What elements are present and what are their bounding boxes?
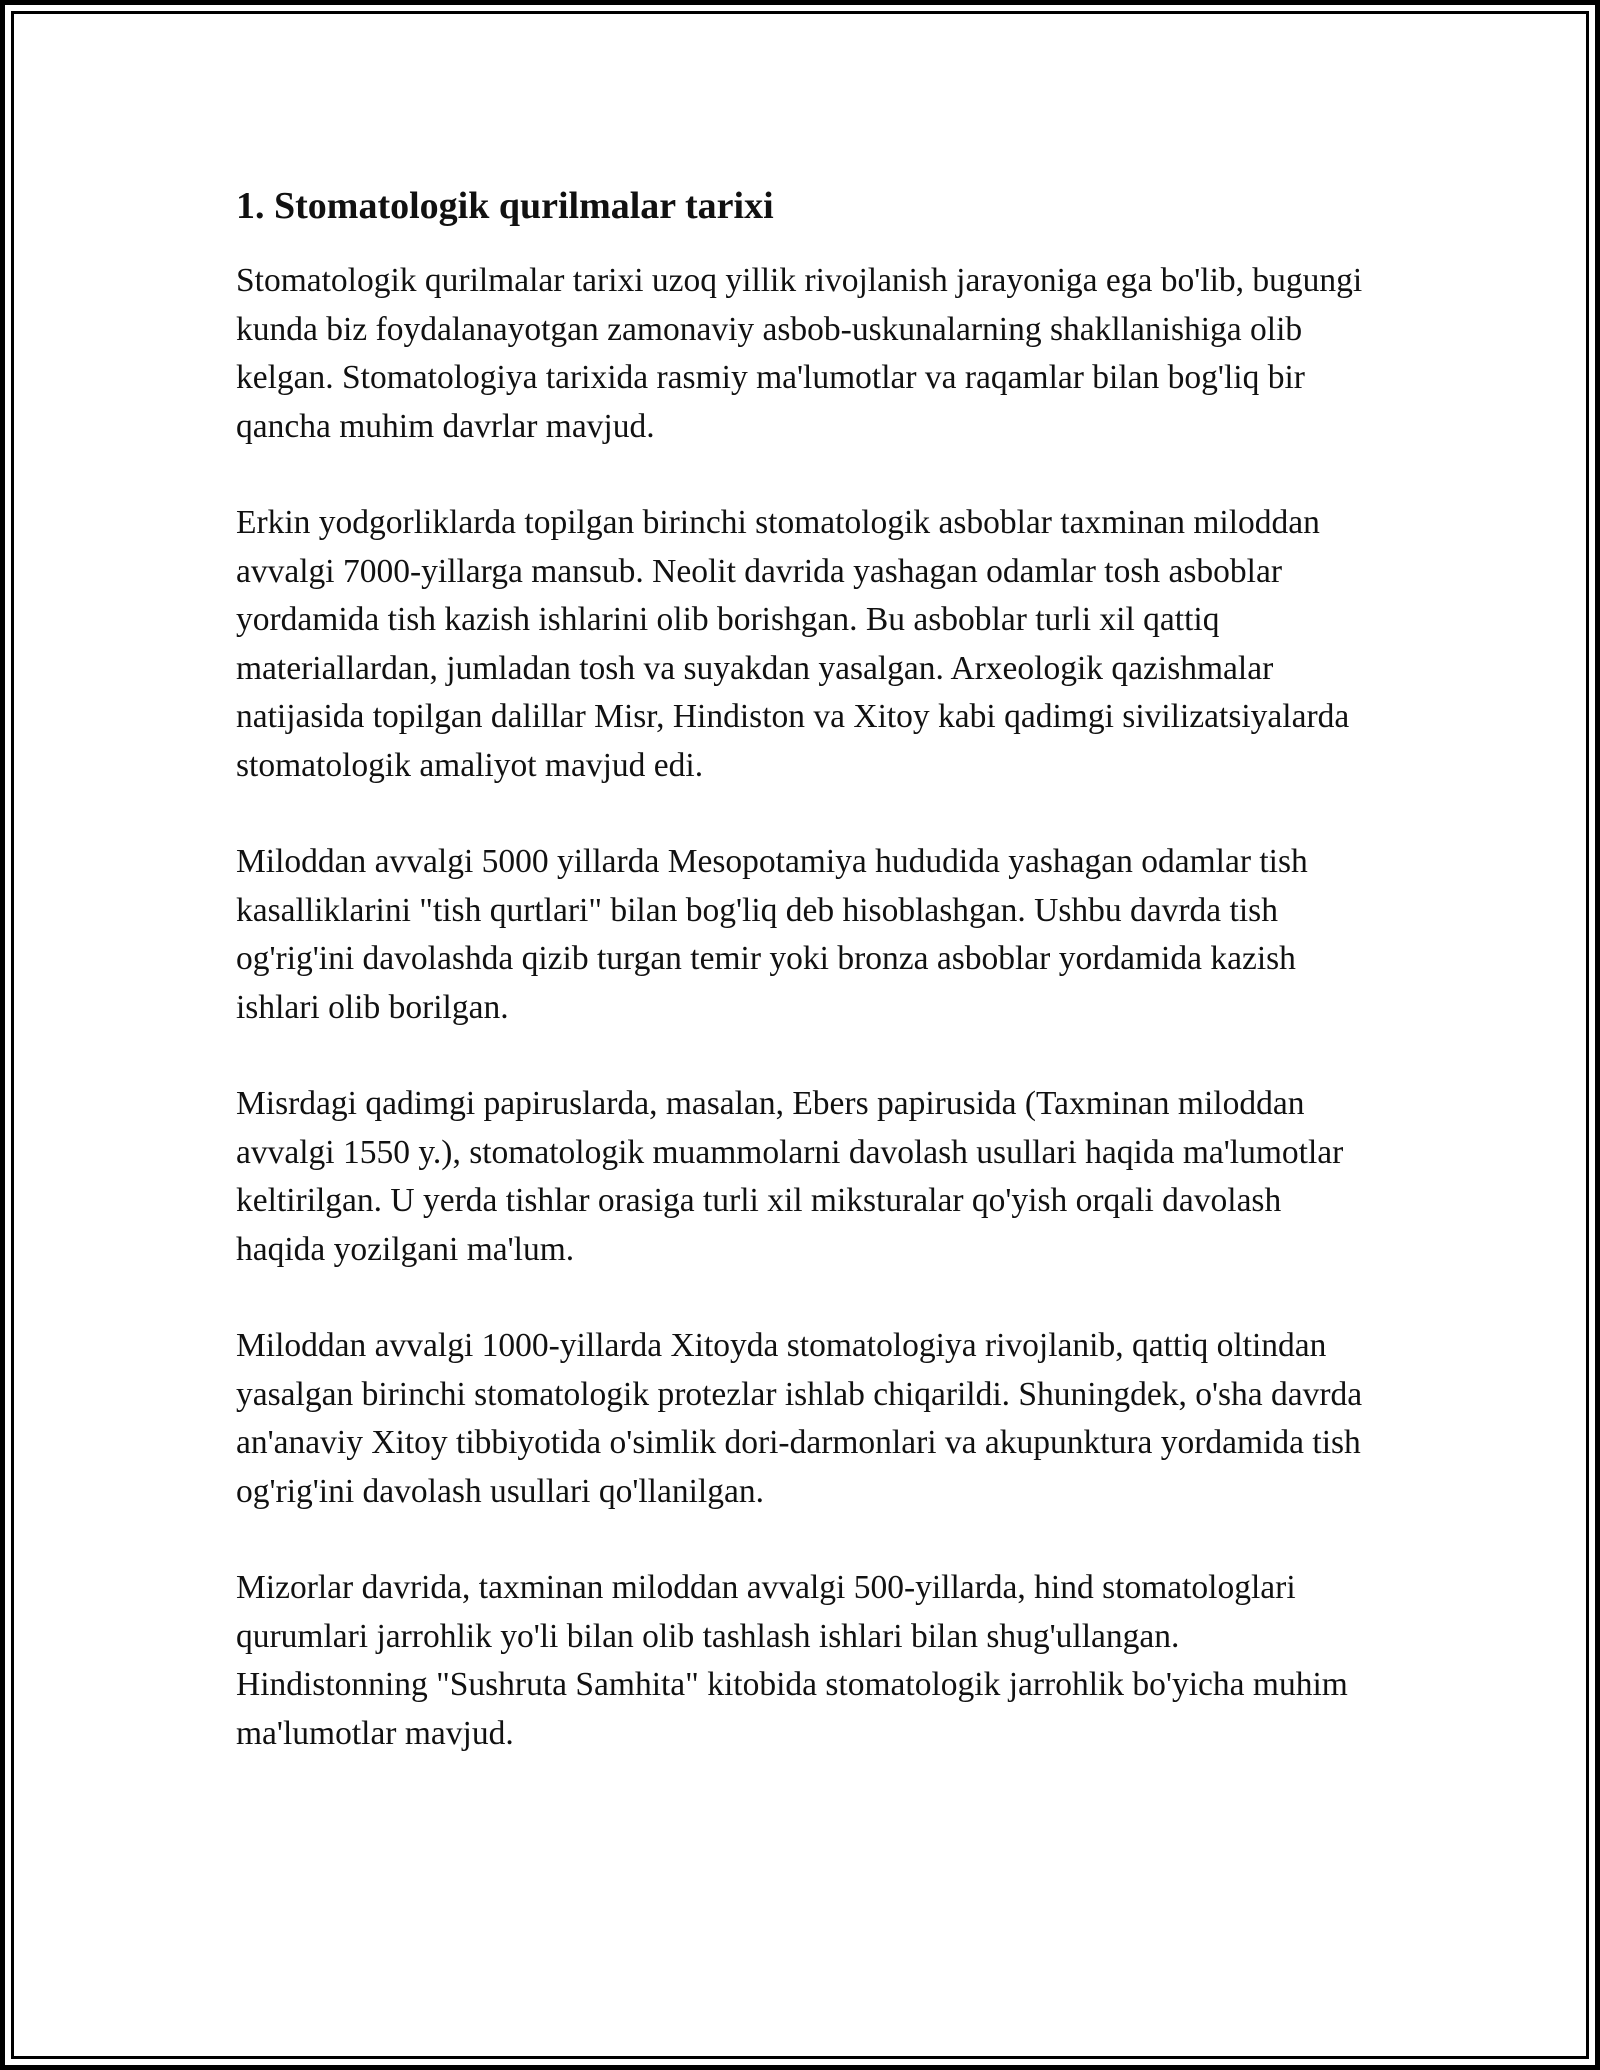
- section-heading: 1. Stomatologik qurilmalar tarixi: [236, 185, 774, 227]
- paragraph-egypt: Misrdagi qadimgi papiruslarda, masalan, Ebers papirusida (Taxminan miloddan avvalgi 1550 y.), stomatologik muammolarni davolash usullari haqida ma'lumotlar keltirilgan. U yerda tishlar orasiga turli xil miksturalar qo'yish orqali davolash haqida yozilgani ma'lum.: [236, 1085, 1344, 1268]
- paragraph-neolithic: Erkin yodgorliklarda topilgan birinchi stomatologik asboblar taxminan miloddan avvalgi 7000-yillarga mansub. Neolit davrida yashagan odamlar tosh asboblar yordamida tish kazish ishlarini olib borishgan. Bu asboblar turli xil qattiq materiallardan, jumladan tosh va suyakdan yasalgan. Arxeologik qazishmalar natijasida topilgan dalillar Misr, Hindiston va Xitoy kabi qadimgi sivilizatsiyalarda stomatologik amaliyot mavjud edi.: [236, 504, 1350, 784]
- paragraph-intro: Stomatologik qurilmalar tarixi uzoq yillik rivojlanish jarayoniga ega bo'lib, bugungi kunda biz foydalanayotgan zamonaviy asbob-uskunalarning shakllanishiga olib kelgan. Stomatologiya tarixida rasmiy ma'lumotlar va raqamlar bilan bog'liq bir qancha muhim davrlar mavjud.: [236, 262, 1363, 445]
- paragraph-india: Mizorlar davrida, taxminan miloddan avvalgi 500-yillarda, hind stomatologlari qurumlari jarrohlik yo'li bilan olib tashlash ishlari bilan shug'ullangan. Hindistonning "Sushruta Samhita" kitobida stomatologik jarrohlik bo'yicha muhim ma'lumotlar mavjud.: [236, 1569, 1348, 1752]
- paragraph-mesopotamia: Miloddan avvalgi 5000 yillarda Mesopotamiya hududida yashagan odamlar tish kasalliklarini "tish qurtlari" bilan bog'liq deb hisoblashgan. Ushbu davrda tish og'rig'ini davolashda qizib turgan temir yoki bronza asboblar yordamida kazish ishlari olib borilgan.: [236, 843, 1308, 1026]
- document-body: [236, 182, 1366, 1806]
- paragraph-china: Miloddan avvalgi 1000-yillarda Xitoyda stomatologiya rivojlanib, qattiq oltindan yasalgan birinchi stomatologik protezlar ishlab chiqarildi. Shuningdek, o'sha davrda an'anaviy Xitoy tibbiyotida o'simlik dori-darmonlari va akupunktura yordamida tish og'rig'ini davolash usullari qo'llanilgan.: [236, 1327, 1363, 1510]
